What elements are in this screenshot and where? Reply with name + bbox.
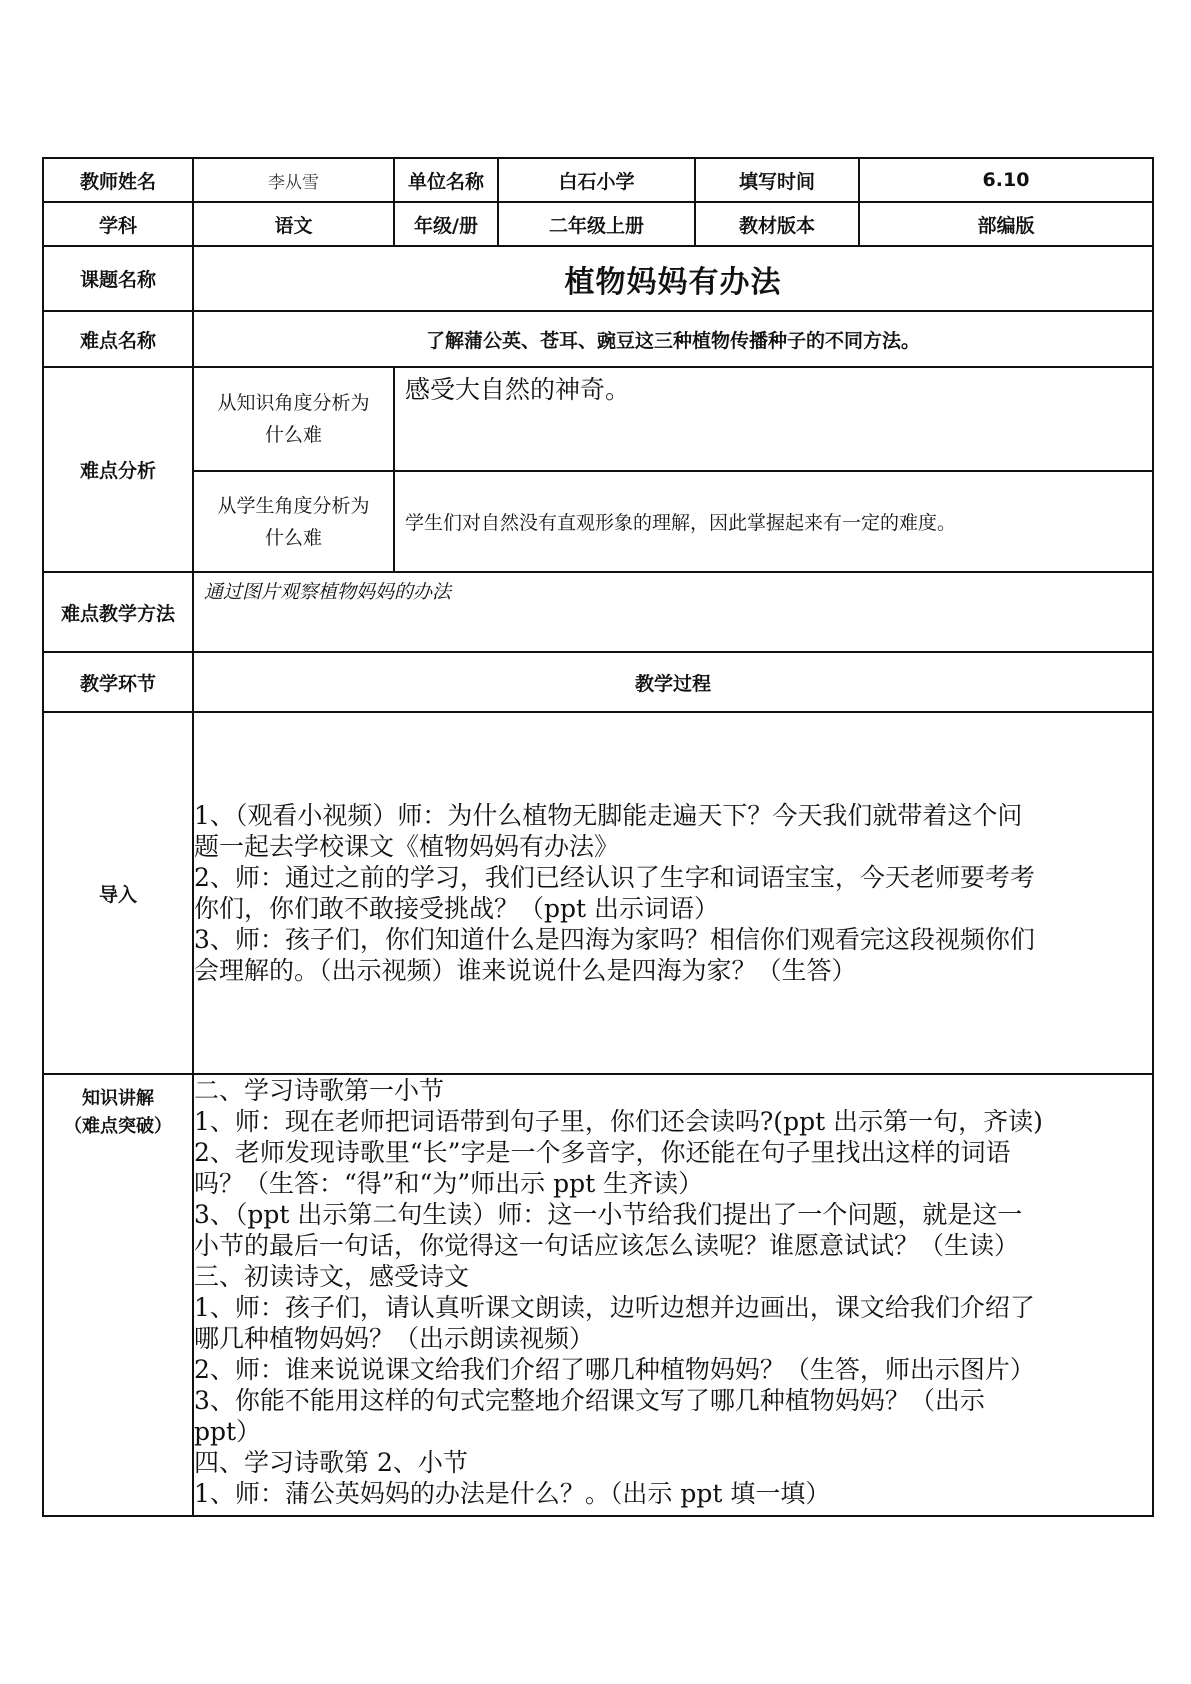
method-label: 难点教学方法 (43, 572, 193, 652)
knowledge-line: 1、师：现在老师把词语带到句子里，你们还会读吗?(ppt 出示第一句，齐读) (194, 1107, 1043, 1136)
topic-title: 植物妈妈有办法 (193, 246, 1153, 311)
difficulty-label: 难点名称 (43, 311, 193, 367)
grade-value: 二年级上册 (498, 202, 695, 246)
knowledge-angle-label (193, 367, 394, 471)
knowledge-line: 四、学习诗歌第 2、小节 (194, 1448, 468, 1477)
intro-line: 2、师：通过之前的学习，我们已经认识了生字和词语宝宝，今天老师要考考 (194, 863, 1035, 892)
knowledge-line: 3、（ppt 出示第二句生读）师：这一小节给我们提出了一个问题，就是这一 (194, 1200, 1023, 1229)
intro-line: 会理解的。（出示视频）谁来说说什么是四海为家？（生答） (194, 956, 857, 985)
knowledge-line: 2、师：谁来说说课文给我们介绍了哪几种植物妈妈？（生答，师出示图片） (194, 1355, 1035, 1384)
knowledge-line: ppt） (194, 1417, 262, 1446)
knowledge-content (193, 1074, 1153, 1516)
knowledge-line: 小节的最后一句话，你觉得这一句话应该怎么读呢？谁愿意试试？（生读） (194, 1231, 1020, 1260)
knowledge-line: 吗？（生答：“得”和“为”师出示 ppt 生齐读） (194, 1169, 704, 1198)
intro-content (193, 712, 1153, 1074)
knowledge-label-line1: 知识讲解 (82, 1088, 154, 1109)
knowledge-label (43, 1074, 193, 1516)
difficulty-value: 了解蒲公英、苍耳、豌豆这三种植物传播种子的不同方法。 (193, 311, 1153, 367)
student-angle-label-line2: 什么难 (264, 526, 322, 549)
knowledge-line: 三、初读诗文，感受诗文 (194, 1262, 470, 1291)
method-value: 通过图片观察植物妈妈的办法 (193, 572, 1153, 652)
subject-label: 学科 (43, 202, 193, 246)
unit-name-value: 白石小学 (498, 158, 695, 202)
knowledge-line: 2、老师发现诗歌里“长”字是一个多音字，你还能在句子里找出这样的词语 (194, 1138, 1011, 1167)
fill-time-value: 6.10 (859, 158, 1153, 202)
knowledge-angle-value: 感受大自然的神奇。 (394, 367, 1153, 471)
knowledge-line: 1、师：蒲公英妈妈的办法是什么？。（出示 ppt 填一填） (194, 1479, 831, 1508)
edition-label: 教材版本 (695, 202, 859, 246)
knowledge-line: 哪几种植物妈妈？（出示朗读视频） (194, 1324, 595, 1353)
analysis-label: 难点分析 (43, 367, 193, 572)
student-angle-label (193, 471, 394, 572)
topic-label: 课题名称 (43, 246, 193, 311)
knowledge-line: 3、你能不能用这样的句式完整地介绍课文写了哪几种植物妈妈？（出示 (194, 1386, 985, 1415)
fill-time-label: 填写时间 (695, 158, 859, 202)
knowledge-angle-label-line2: 什么难 (264, 424, 322, 446)
intro-line: 题一起去学校课文《植物妈妈有办法》 (194, 832, 620, 861)
knowledge-line: 二、学习诗歌第一小节 (194, 1076, 445, 1105)
knowledge-line: 1、师：孩子们，请认真听课文朗读，边听边想并边画出，课文给我们介绍了 (194, 1293, 1035, 1322)
student-angle-label-line1: 从学生角度分析为 (217, 494, 370, 517)
knowledge-label-line2: （难点突破） (64, 1116, 172, 1137)
intro-line: 你们，你们敢不敢接受挑战？（ppt 出示词语） (194, 894, 720, 923)
student-angle-value: 学生们对自然没有直观形象的理解，因此掌握起来有一定的难度。 (394, 471, 1153, 572)
intro-line: 3、师：孩子们，你们知道什么是四海为家吗？相信你们观看完这段视频你们 (194, 925, 1035, 954)
unit-name-label: 单位名称 (394, 158, 498, 202)
grade-label: 年级/册 (394, 202, 498, 246)
stage-header: 教学环节 (43, 652, 193, 712)
teacher-name-label: 教师姓名 (43, 158, 193, 202)
subject-value: 语文 (193, 202, 394, 246)
lesson-plan-table (42, 157, 1154, 1517)
intro-label: 导入 (43, 712, 193, 1074)
teacher-name-value: 李从雪 (193, 158, 394, 202)
process-header: 教学过程 (193, 652, 1153, 712)
knowledge-angle-label-line1: 从知识角度分析为 (217, 392, 370, 414)
edition-value: 部编版 (859, 202, 1153, 246)
intro-line: 1、（观看小视频）师：为什么植物无脚能走遍天下？今天我们就带着这个问 (194, 801, 1023, 830)
